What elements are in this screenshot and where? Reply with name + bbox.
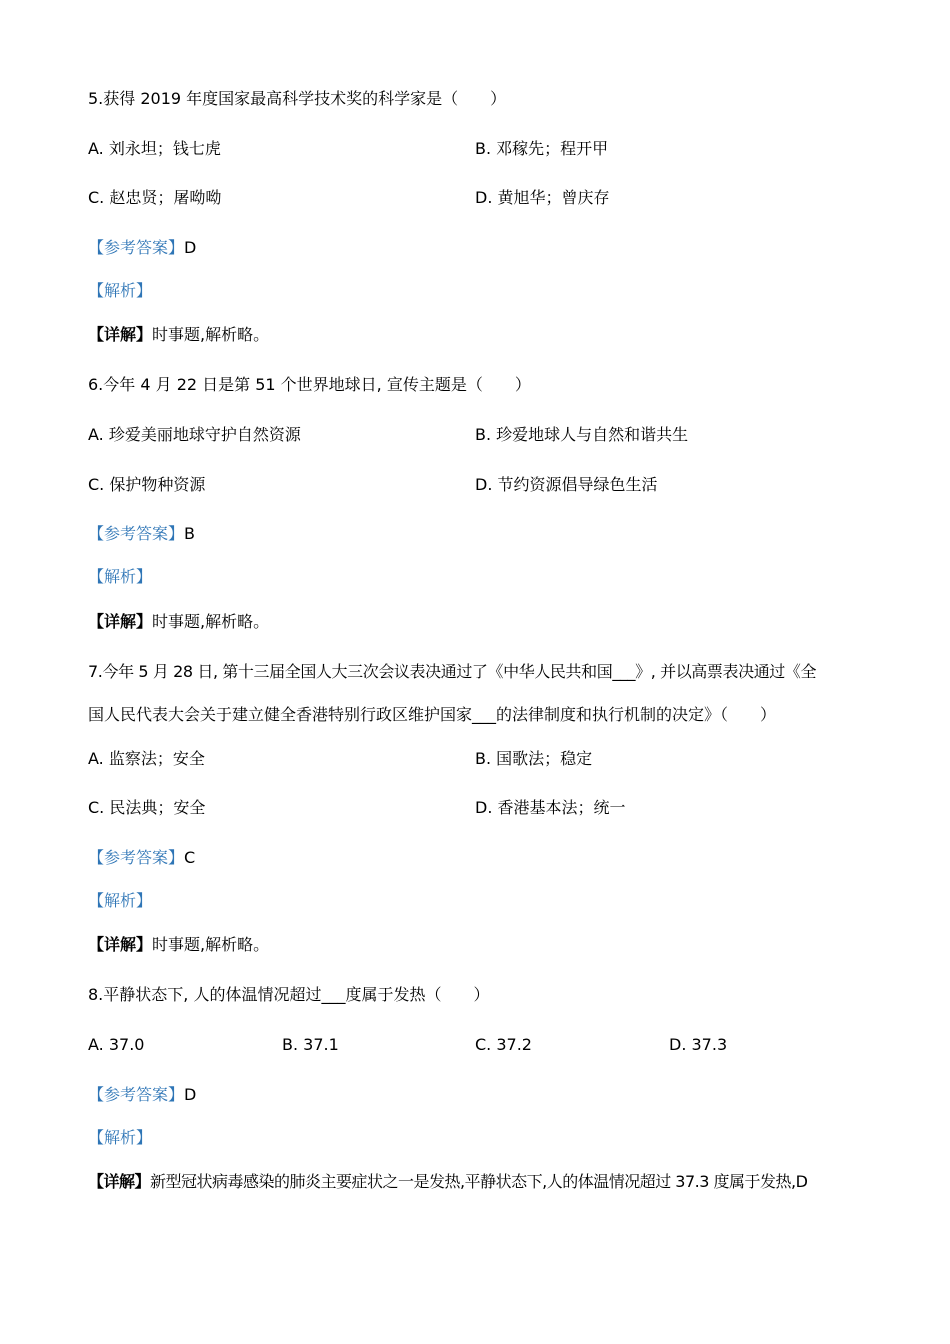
question-7-detail <box>88 934 269 956</box>
question-8-option-d: D. 37.3 <box>669 1035 728 1054</box>
detail-text: 时事题,解析略。 <box>152 935 270 954</box>
question-8-stem: 8.平静状态下, 人的体温情况超过___度属于发热（ ） <box>88 985 490 1004</box>
question-5-option-b: B. 邓稼先；程开甲 <box>475 139 609 158</box>
question-8-option-c: C. 37.2 <box>475 1035 532 1054</box>
detail-text: 新型冠状病毒感染的肺炎主要症状之一是发热,平静状态下,人的体温情况超过 37.3 度属于发热,D <box>150 1172 808 1191</box>
question-8-option-b: B. 37.1 <box>282 1035 339 1054</box>
question-7-option-c: C. 民法典；安全 <box>88 798 206 817</box>
detail-label: 【详解】 <box>88 935 153 954</box>
question-6-option-c: C. 保护物种资源 <box>88 475 206 494</box>
answer-value: C <box>184 848 196 867</box>
detail-label: 【详解】 <box>88 325 153 344</box>
answer-label: 【参考答案】 <box>88 238 185 257</box>
answer-label: 【参考答案】 <box>88 848 185 867</box>
question-7-option-b: B. 国歌法；稳定 <box>475 749 593 768</box>
question-7-option-d: D. 香港基本法；统一 <box>475 798 626 817</box>
question-5-detail <box>88 324 269 346</box>
question-5-option-c: C. 赵忠贤；屠呦呦 <box>88 188 222 207</box>
detail-label: 【详解】 <box>88 1172 151 1191</box>
answer-label: 【参考答案】 <box>88 1085 185 1104</box>
answer-value: B <box>184 524 195 543</box>
answer-value: D <box>184 238 197 257</box>
question-7-option-a: A. 监察法；安全 <box>88 749 205 768</box>
question-5-stem: 5.获得 2019 年度国家最高科学技术奖的科学家是（ ） <box>88 89 507 108</box>
question-8-answer <box>88 1084 196 1106</box>
question-6-stem: 6.今年 4 月 22 日是第 51 个世界地球日, 宣传主题是（ ） <box>88 375 531 394</box>
question-5-answer <box>88 237 196 259</box>
question-7-stem-line-2: 国人民代表大会关于建立健全香港特别行政区维护国家___的法律制度和执行机制的决定》（ ） <box>88 705 777 724</box>
question-5-analysis-label: 【解析】 <box>88 281 153 300</box>
question-8-detail <box>88 1171 807 1193</box>
detail-text: 时事题,解析略。 <box>152 612 270 631</box>
question-6-analysis-label: 【解析】 <box>88 567 153 586</box>
detail-text: 时事题,解析略。 <box>152 325 270 344</box>
answer-label: 【参考答案】 <box>88 524 185 543</box>
question-7-answer <box>88 847 195 869</box>
question-8-analysis-label: 【解析】 <box>88 1128 153 1147</box>
question-6-answer <box>88 523 195 545</box>
question-5-option-a: A. 刘永坦；钱七虎 <box>88 139 221 158</box>
question-6-detail <box>88 611 269 633</box>
detail-label: 【详解】 <box>88 612 153 631</box>
question-7-analysis-label: 【解析】 <box>88 891 153 910</box>
question-8-option-a: A. 37.0 <box>88 1035 145 1054</box>
answer-value: D <box>184 1085 197 1104</box>
question-5-option-d: D. 黄旭华；曾庆存 <box>475 188 610 207</box>
question-6-option-a: A. 珍爱美丽地球守护自然资源 <box>88 425 301 444</box>
question-6-option-d: D. 节约资源倡导绿色生活 <box>475 475 658 494</box>
question-7-stem-line-1: 7.今年 5 月 28 日, 第十三届全国人大三次会议表决通过了《中华人民共和国___》, 并以高票表决通过《全 <box>88 662 817 681</box>
question-6-option-b: B. 珍爱地球人与自然和谐共生 <box>475 425 689 444</box>
